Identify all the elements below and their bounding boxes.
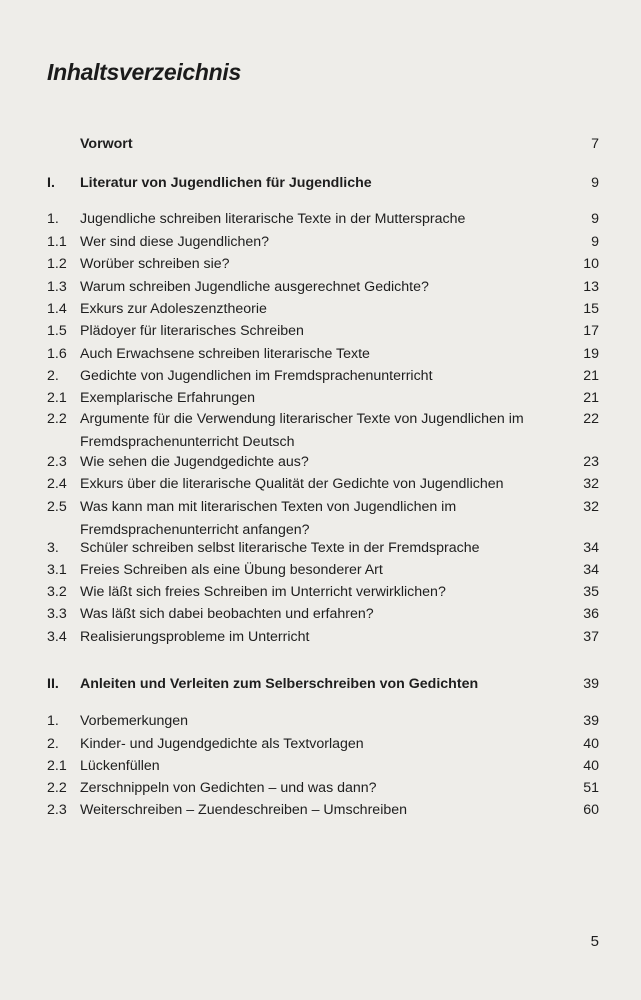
toc-entry-page: 32	[583, 499, 599, 515]
toc-entry-title: Auch Erwachsene schreiben literarische Texte	[80, 346, 370, 362]
toc-entry-number: 2.	[47, 368, 59, 384]
toc-entry-title: Argumente für die Verwendung literarischer Texte von Jugendlichen im Fremdsprachenunterricht Deutsch	[80, 411, 524, 450]
toc-entry-page: 36	[583, 606, 599, 622]
toc-entry-number: 3.	[47, 540, 59, 556]
toc-entry-page: 13	[583, 279, 599, 295]
toc-entry-number: 1.3	[47, 279, 67, 295]
toc-entry-title: Realisierungsprobleme im Unterricht	[80, 629, 310, 645]
toc-entry-title: Wie läßt sich freies Schreiben im Unterricht verwirklichen?	[80, 584, 446, 600]
toc-entry-page: 15	[583, 301, 599, 317]
toc-entry-number: 2.	[47, 736, 59, 752]
toc-entry-number: 1.	[47, 211, 59, 227]
toc-entry-page: 7	[591, 136, 599, 152]
toc-entry-title: Jugendliche schreiben literarische Texte in der Muttersprache	[80, 211, 466, 227]
toc-entry-number: 3.3	[47, 606, 67, 622]
toc-entry-page: 34	[583, 562, 599, 578]
toc-entry-title: Warum schreiben Jugendliche ausgerechnet Gedichte?	[80, 279, 429, 295]
toc-entry-number: 3.2	[47, 584, 67, 600]
toc-entry-number: 2.2	[47, 411, 67, 427]
toc-entry-title: Vorwort	[80, 136, 133, 152]
toc-entry-title: Anleiten und Verleiten zum Selberschreiben von Gedichten	[80, 676, 479, 692]
toc-entry-title: Worüber schreiben sie?	[80, 256, 230, 272]
toc-entry-title: Exkurs zur Adoleszenztheorie	[80, 301, 267, 317]
toc-entry-page: 32	[583, 476, 599, 492]
toc-entry-number: II.	[47, 676, 59, 692]
toc-entry-number: 2.1	[47, 390, 67, 406]
toc-entry-page: 21	[583, 390, 599, 406]
toc-entry-number: 1.	[47, 713, 59, 729]
toc-entry-title: Gedichte von Jugendlichen im Fremdsprachenunterricht	[80, 368, 433, 384]
toc-entry-page: 40	[583, 736, 599, 752]
page-title: Inhaltsverzeichnis	[47, 59, 242, 85]
toc-entry-title: Was kann man mit literarischen Texten von Jugendlichen im Fremdsprachenunterricht anfangen?	[80, 499, 457, 538]
toc-entry-title: Kinder- und Jugendgedichte als Textvorlagen	[80, 736, 364, 752]
toc-entry-title: Literatur von Jugendlichen für Jugendliche	[80, 175, 372, 191]
toc-entry-page: 23	[583, 454, 599, 470]
toc-entry-number: 2.2	[47, 780, 67, 796]
toc-entry-page: 39	[583, 676, 599, 692]
toc-entry-number: 3.4	[47, 629, 67, 645]
toc-entry-number: 1.5	[47, 323, 67, 339]
toc-entry-title: Vorbemerkungen	[80, 713, 189, 729]
toc-entry-number: 1.6	[47, 346, 67, 362]
toc-entry-number: 1.4	[47, 301, 67, 317]
toc-entry-page: 9	[591, 175, 599, 191]
toc-entry-number: 2.5	[47, 499, 67, 515]
toc-entry-number: 3.1	[47, 562, 67, 578]
toc-entry-page: 21	[583, 368, 599, 384]
toc-entry-number: I.	[47, 175, 55, 191]
toc-entry-page: 39	[583, 713, 599, 729]
toc-entry-page: 17	[583, 323, 599, 339]
toc-entry-number: 2.3	[47, 454, 67, 470]
toc-entry-title: Exkurs über die literarische Qualität der Gedichte von Jugendlichen	[80, 476, 504, 492]
toc-entry-title: Was läßt sich dabei beobachten und erfahren?	[80, 606, 374, 622]
toc-entry-page: 9	[591, 234, 599, 250]
toc-entry-title: Lückenfüllen	[80, 758, 160, 774]
toc-entry-title: Exemplarische Erfahrungen	[80, 390, 256, 406]
toc-entry-page: 35	[583, 584, 599, 600]
toc-entry-page: 34	[583, 540, 599, 556]
toc-entry-title: Zerschnippeln von Gedichten – und was dann?	[80, 780, 377, 796]
toc-entry-page: 9	[591, 211, 599, 227]
toc-entry-title: Weiterschreiben – Zuendeschreiben – Umschreiben	[80, 802, 408, 818]
toc-entry-page: 19	[583, 346, 599, 362]
toc-entry-page: 22	[583, 411, 599, 427]
toc-entry-page: 37	[583, 629, 599, 645]
toc-entry-number: 2.4	[47, 476, 67, 492]
toc-entry-page: 10	[583, 256, 599, 272]
toc-entry-number: 2.3	[47, 802, 67, 818]
page-number: 5	[590, 933, 599, 950]
toc-entry-title: Wie sehen die Jugendgedichte aus?	[80, 454, 309, 470]
toc-entry-title: Freies Schreiben als eine Übung besonderer Art	[80, 562, 383, 578]
toc-entry-page: 51	[583, 780, 599, 796]
toc-entry-title: Plädoyer für literarisches Schreiben	[80, 323, 304, 339]
toc-entry-page: 60	[583, 802, 599, 818]
toc-entry-title: Wer sind diese Jugendlichen?	[80, 234, 270, 250]
toc-entry-number: 1.2	[47, 256, 67, 272]
toc-entry-number: 2.1	[47, 758, 67, 774]
toc-entry-page: 40	[583, 758, 599, 774]
toc-entry-title: Schüler schreiben selbst literarische Texte in der Fremdsprache	[80, 540, 480, 556]
toc-entry-number: 1.1	[47, 234, 67, 250]
